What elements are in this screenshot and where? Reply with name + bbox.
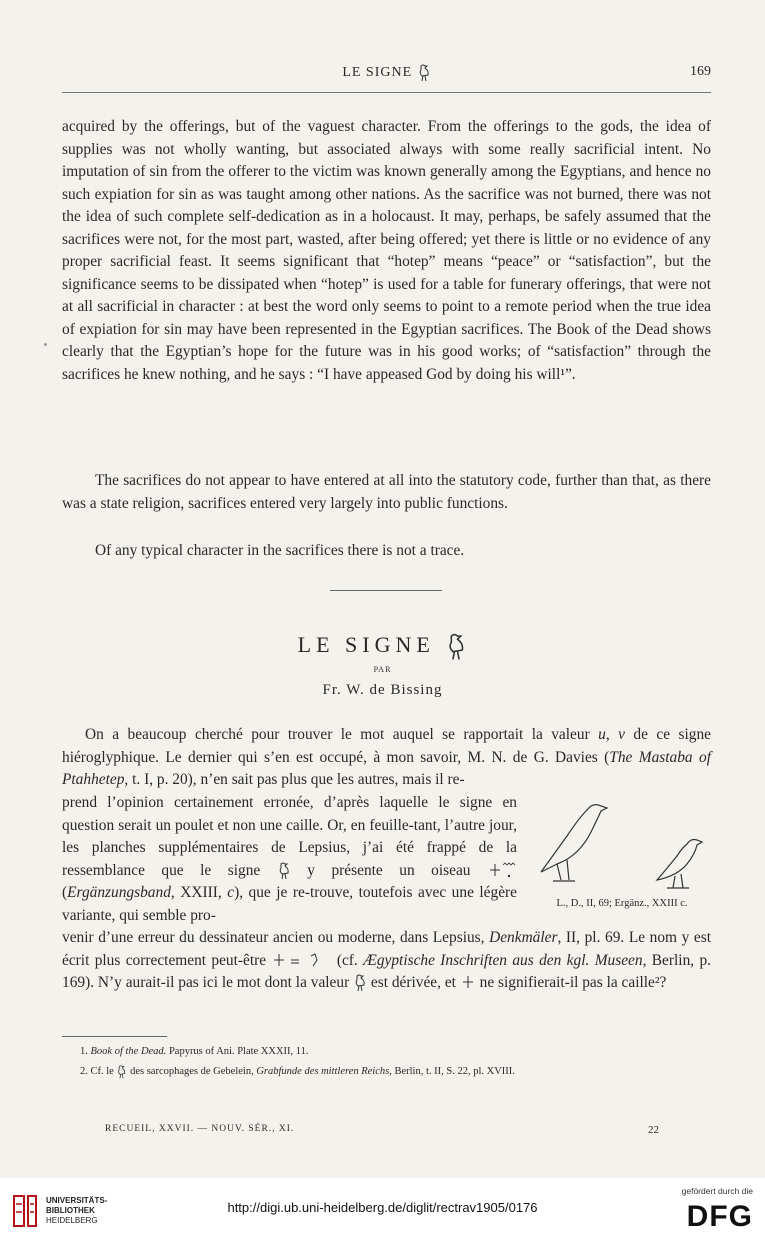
running-title-text: LE SIGNE bbox=[342, 65, 413, 81]
library-line-1: UNIVERSITÄTS- bbox=[46, 1196, 108, 1205]
p5-text-c: (cf. bbox=[331, 951, 364, 969]
p4n-citation: Ergänzungsband bbox=[67, 884, 171, 901]
footnotes bbox=[80, 1042, 720, 1082]
running-header bbox=[62, 64, 711, 84]
p5-text-d: , Berlin, p. 169). N’y aurait-il pas ici le mot dont la valeur bbox=[62, 951, 712, 991]
p5-text-b: , II, pl. 69. Le nom y est écrit plus correctement peut-être bbox=[62, 929, 711, 969]
paragraph-2: The sacrifices do not appear to have entered at all into the statutory code, further than that, as there was a state religion, sacrifices entered very largely into public functions. bbox=[62, 472, 711, 512]
bird-figure-right bbox=[657, 840, 702, 889]
header-rule bbox=[62, 92, 711, 93]
p4n-text-d: ), que je re-trouve, toutefois avec une légère variante, qui semble pro- bbox=[62, 884, 517, 924]
quail-chick-hieroglyph-icon bbox=[445, 633, 467, 661]
footnote-2-number: 2. bbox=[80, 1066, 88, 1077]
footnote-1-number: 1. bbox=[80, 1046, 88, 1057]
p4-citation: The Mastaba of Ptahhetep bbox=[62, 748, 711, 788]
footnote-2-text: , Berlin, t. II, S. 22, pl. XVIII. bbox=[389, 1066, 515, 1077]
footnote-1-italic: Book of the Dead. bbox=[90, 1046, 167, 1057]
viewer-footer-bar bbox=[0, 1178, 765, 1242]
journal-footer: RECUEIL, XXVII. — NOUV. SÉR., XI. bbox=[105, 1124, 295, 1134]
article-author: Fr. W. de Bissing bbox=[322, 682, 443, 698]
footnote-1-text: Papyrus of Ani. Plate XXXII, 11. bbox=[166, 1046, 309, 1057]
p4-text-c: , t. I, p. 20), n’en sait pas plus que les autres, mais il re- bbox=[124, 771, 465, 788]
section-divider bbox=[330, 590, 442, 591]
p5-text-a: venir d’une erreur du dessinateur ancien ou moderne, dans Lepsius, bbox=[62, 929, 490, 946]
quail-chick-hieroglyph-icon bbox=[277, 862, 291, 880]
paragraph-1: acquired by the offerings, but of the vaguest character. From the offerings to the gods, the idea of supplies was not wholly wanting, but associated always with some really sacrificial intent. No imputation of sin from the offerer to the victim was known generally among the Egyptians, and hence no such expiation for sin as was taught among other nations. As the sacrifice was not burned, there was not the idea of such complete self-dedication as in a holocaust. It may, perhaps, be safely assumed that the sacrifices were not, for the most part, wasted, after being offered; yet there is little or no evidence of any proper sacrificial feast. It seems significant that “hotep” means “peace” or “satisfaction”, but the significance seems to be dissipated when “hotep” is used for a table for funerary offerings, that were not at all sacrificial in character : at best the word only seems to point to a remote period when the true idea of expiation for sin may have been represented in the Egyptian sacrifices. The Book of the Dead shows clearly that the Egyptian’s hope for the future was in his good works; of “satisfaction” through the sacrifices he knew nothing, and he says : “I have appeased God by doing his will¹”. bbox=[62, 118, 711, 383]
water-sign-hieroglyph-icon bbox=[271, 952, 331, 970]
footnote-2-pre: Cf. le bbox=[90, 1066, 117, 1077]
running-title bbox=[62, 64, 711, 82]
by-line-par: PAR bbox=[373, 665, 392, 674]
p5-text-f: ne signifierait-il pas la caille²? bbox=[475, 974, 667, 991]
p5-text-e: est dérivée, et bbox=[367, 974, 460, 991]
paragraph-4-continued: prend l’opinion certainement erronée, d’après laquelle le signe en question serait un poulet et non une caille. Or, en feuille-tant, l’autre jour, les planches supplémentaires de Lepsius, j’ai été frappé de la ressemblance que le signe y présente un oiseau (Ergänzungsband, XXIII, c), que je re-trouve, toutefois avec une légère variante, qui semble pro- bbox=[62, 794, 517, 924]
water-sign-hieroglyph-icon bbox=[460, 974, 476, 992]
p4-comma: , bbox=[605, 726, 619, 743]
footnote-2-mid: des sarcophages de Gebelein, bbox=[127, 1066, 257, 1077]
p4-text-a: On a beaucoup cherché pour trouver le mot auquel se rapportait la valeur bbox=[85, 726, 599, 743]
dfg-logo[interactable]: DFG bbox=[686, 1200, 753, 1233]
figure-caption: L., D., II, 69; Ergänz., XXIII c. bbox=[556, 898, 688, 909]
quail-chick-hieroglyph-icon bbox=[353, 974, 367, 992]
p4n-text-b: y présente un oiseau bbox=[290, 861, 487, 879]
bird-figure bbox=[527, 780, 717, 890]
p4-u: u bbox=[598, 726, 606, 743]
funded-by-note: gefördert durch die bbox=[681, 1186, 753, 1196]
library-line-3: HEIDELBERG bbox=[46, 1216, 98, 1225]
library-line-2: BIBLIOTHEK bbox=[46, 1206, 95, 1215]
bird-figure-left bbox=[541, 805, 607, 881]
permalink-url[interactable]: http://digi.ub.uni-heidelberg.de/diglit/rectrav1905/0176 bbox=[227, 1200, 538, 1215]
footnote-2 bbox=[80, 1062, 720, 1082]
page-number: 169 bbox=[690, 64, 711, 79]
water-sign-hieroglyph-icon bbox=[487, 862, 517, 880]
footnote-rule bbox=[62, 1036, 167, 1037]
sheet-number: 22 bbox=[648, 1124, 659, 1136]
article-title bbox=[0, 632, 765, 661]
p5-citation-2: Ægyptische Inschriften aus den kgl. Museen bbox=[363, 951, 643, 969]
footnote-2-italic: Grabfunde des mittleren Reichs bbox=[256, 1066, 390, 1077]
p4n-italic-c: c bbox=[227, 884, 235, 901]
p4-text-b: de ce signe hiéroglyphique. Le dernier qui s’en est occupé, à mon savoir, M. N. de G. Davies ( bbox=[62, 726, 711, 766]
margin-mark bbox=[44, 343, 47, 346]
p4n-text-a: prend l’opinion certainement erronée, d’après laquelle le signe en question serait un poulet et non une caille. Or, en feuille-tant, l’autre jour, les planches supplémentaires de Lepsius, j’ai été frappé de la ressemblance que le signe bbox=[62, 794, 517, 879]
quail-chick-hieroglyph-icon bbox=[116, 1065, 127, 1079]
paragraph-3: Of any typical character in the sacrifices there is not a trace. bbox=[95, 542, 465, 559]
p5-citation-1: Denkmäler bbox=[489, 929, 558, 946]
quail-chick-hieroglyph-icon bbox=[417, 64, 431, 82]
footnote-1 bbox=[80, 1042, 720, 1062]
article-title-text: LE SIGNE bbox=[297, 632, 435, 657]
p4-v: v bbox=[618, 726, 625, 743]
p4n-text-c: , XXIII, bbox=[170, 884, 228, 901]
paragraph-5 bbox=[62, 927, 711, 995]
